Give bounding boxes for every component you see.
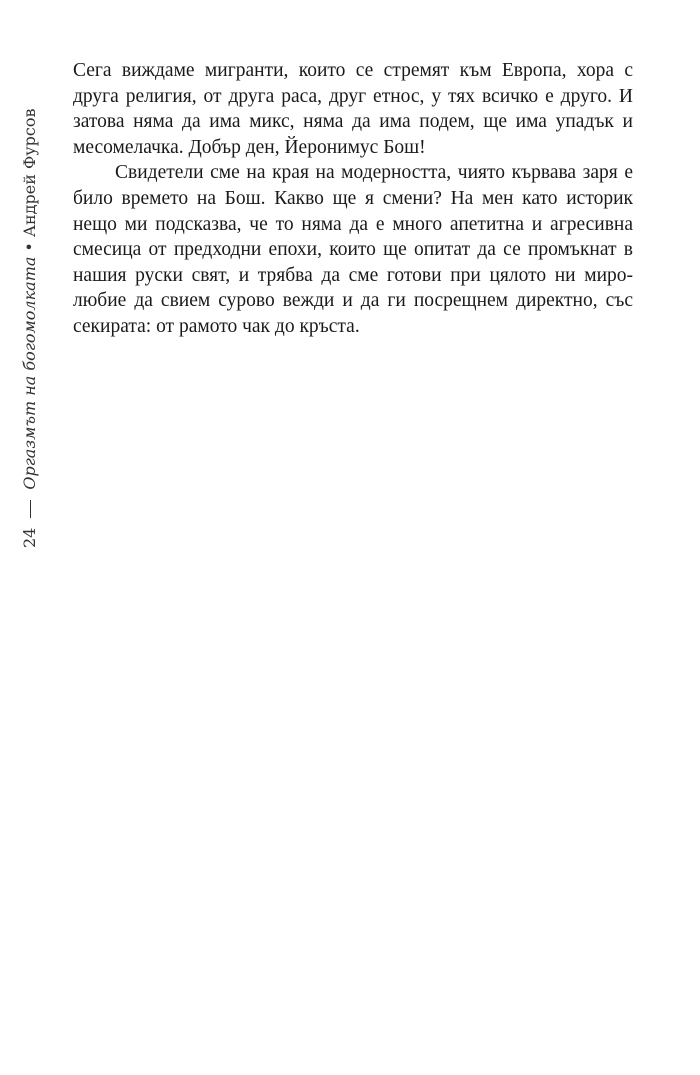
running-head-rule	[30, 500, 31, 518]
page-number: 24	[20, 527, 39, 548]
running-head-separator: •	[20, 242, 39, 252]
author-name: Андрей Фурсов	[20, 108, 39, 238]
running-head	[22, 108, 38, 548]
body-text	[73, 58, 633, 340]
paragraph-2: Свидетели сме на края на модерността, чиято кървава заря е било времето на Бош. Какво ще я смени? На мен като историк нещо ми подсказва, че то няма да е много апетитна и агресивна смесица от предходни епохи, които ще опитат да се промъкнат в нашия руски свят, и трябва да сме готови при цялото ни миро-любие да свием сурово вежди и да ги посрещнем директно, със секирата: от рамото чак до кръста.	[73, 162, 633, 337]
paragraph-1: Сега виждаме мигранти, които се стремят към Европа, хора с друга религия, от друга раса, друг етнос, у тях всичко е друго. И затова няма да има микс, няма да има подем, ще има упадък и месомелачка. Добър ден, Йеронимус Бош!	[73, 60, 633, 158]
book-title: Оргазмът на богомолката	[20, 256, 39, 490]
